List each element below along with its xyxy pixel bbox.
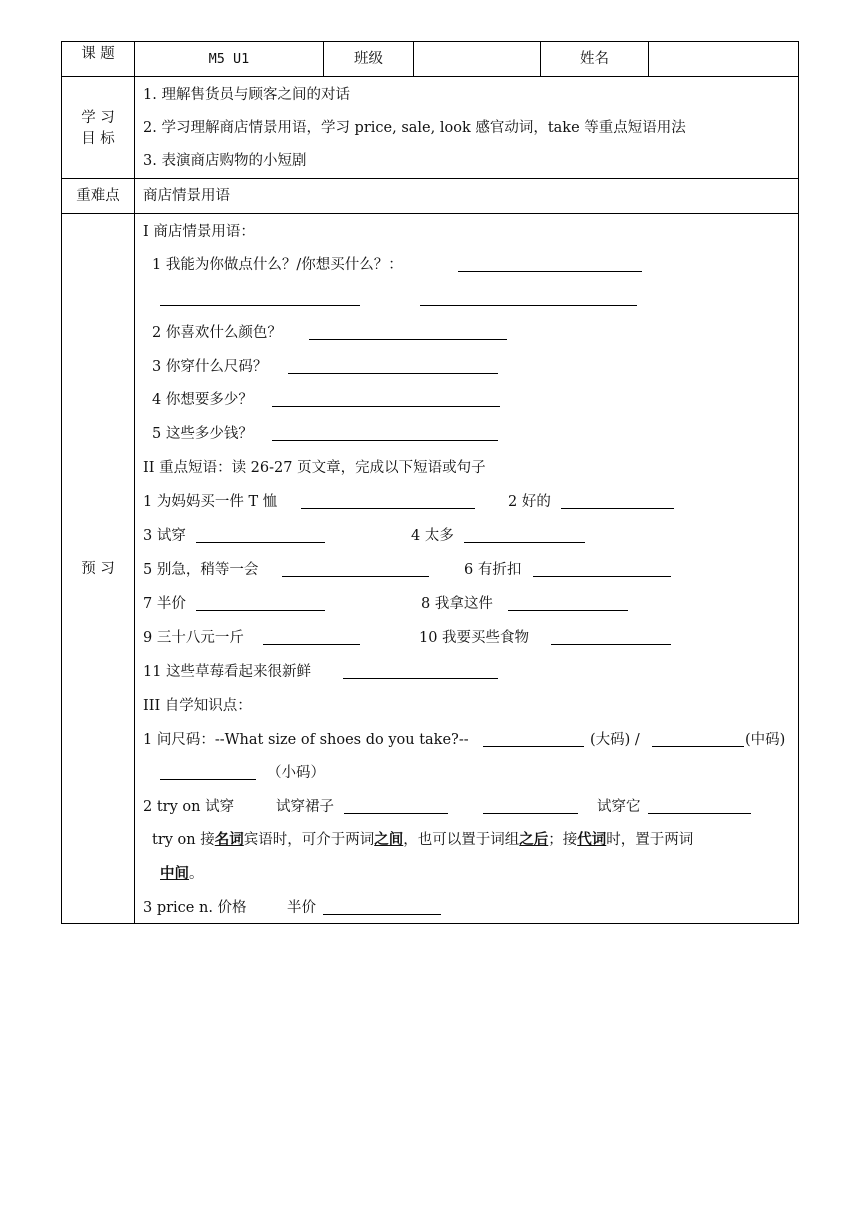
size-large-label: (大码) / [590, 732, 640, 748]
phrase-2-blank[interactable] [561, 494, 674, 509]
phrase-10-blank[interactable] [551, 630, 671, 645]
objective-item: 3. 表演商店购物的小短剧 [143, 153, 307, 169]
q2-text: 2 你喜欢什么颜色？ [152, 325, 282, 341]
size-small-label: （小码） [267, 765, 325, 781]
phrase-6-blank[interactable] [533, 562, 671, 577]
phrase-3-blank[interactable] [196, 528, 325, 543]
q5-text: 5 这些多少钱？ [152, 426, 253, 442]
table-border-bottom [61, 923, 799, 924]
phrase-5-blank[interactable] [282, 562, 429, 577]
phrase-8-blank[interactable] [508, 596, 628, 611]
price-half-label: 半价 [287, 900, 316, 916]
objective-item: 2. 学习理解商店情景用语，学习 price, sale, look 感官动词，take 等重点短语用法 [143, 120, 686, 136]
tryon-skirt-label: 试穿裙子 [276, 799, 334, 815]
tryon-title: 2 try on 试穿 [143, 799, 235, 815]
tryon-skirt-blank-b[interactable] [483, 799, 578, 814]
q1-text: 1 我能为你做点什么？/你想买什么？： [152, 257, 403, 273]
section2-title: II 重点短语：读 26-27 页文章，完成以下短语或句子 [143, 460, 486, 476]
q3-text: 3 你穿什么尺码？ [152, 359, 268, 375]
key-points-label: 重难点 [76, 188, 120, 204]
q3-blank[interactable] [288, 359, 498, 374]
class-field[interactable] [414, 44, 540, 74]
objectives-label-2: 目 标 [81, 131, 115, 147]
phrase-1-blank[interactable] [301, 494, 475, 509]
tryon-it-label: 试穿它 [597, 799, 641, 815]
size-question: 1 问尺码：--What size of shoes do you take?-- [143, 732, 469, 748]
objective-item: 1. 理解售货员与顾客之间的对话 [143, 87, 350, 103]
table-divider-labels [134, 41, 135, 924]
table-border-row2 [61, 178, 799, 179]
tryon-rule-cont: 中间。 [160, 865, 204, 882]
q4-text: 4 你想要多少？ [152, 392, 253, 408]
table-border-left [61, 41, 62, 924]
topic-value: M5 U1 [208, 51, 250, 67]
topic-label: 课 题 [81, 46, 115, 62]
phrase-10: 10 我要买些食物 [419, 630, 530, 646]
table-border-row1 [61, 76, 799, 77]
phrase-11-blank[interactable] [343, 664, 498, 679]
section1-title: I 商店情景用语： [143, 224, 255, 240]
table-border-top [61, 41, 799, 42]
phrase-4-blank[interactable] [464, 528, 585, 543]
class-label: 班级 [354, 51, 383, 67]
table-border-right [798, 41, 799, 924]
phrase-7-blank[interactable] [196, 596, 325, 611]
preview-label: 预 习 [81, 561, 115, 577]
name-field[interactable] [649, 44, 797, 74]
section3-title: III 自学知识点： [143, 698, 252, 714]
objectives-label-1: 学 习 [81, 110, 115, 126]
phrase-5: 5 别急，稍等一会 [143, 562, 259, 578]
size-large-blank[interactable] [483, 732, 584, 747]
size-medium-label: (中码) [745, 732, 786, 748]
phrase-4: 4 太多 [411, 528, 454, 544]
tryon-rule: try on 接名词宾语时，可介于两词之间，也可以置于词组之后；接代词时，置于两词 [152, 831, 694, 848]
price-title: 3 price n. 价格 [143, 900, 247, 916]
price-half-blank[interactable] [323, 900, 441, 915]
phrase-8: 8 我拿这件 [421, 596, 493, 612]
phrase-2: 2 好的 [508, 494, 551, 510]
phrase-9-blank[interactable] [263, 630, 360, 645]
size-medium-blank[interactable] [652, 732, 744, 747]
phrase-6: 6 有折扣 [464, 562, 522, 578]
name-label: 姓名 [580, 51, 609, 67]
phrase-3: 3 试穿 [143, 528, 186, 544]
q2-blank[interactable] [309, 325, 507, 340]
q5-blank[interactable] [272, 426, 498, 441]
size-small-blank[interactable] [160, 765, 256, 780]
phrase-1: 1 为妈妈买一件 T 恤 [143, 494, 278, 510]
phrase-7: 7 半价 [143, 596, 186, 612]
phrase-9: 9 三十八元一斤 [143, 630, 244, 646]
phrase-11: 11 这些草莓看起来很新鲜 [143, 664, 312, 680]
q1-blank-c[interactable] [420, 291, 637, 306]
q4-blank[interactable] [272, 392, 500, 407]
tryon-it-blank[interactable] [648, 799, 751, 814]
table-border-row3 [61, 213, 799, 214]
key-points-value: 商店情景用语 [143, 188, 230, 204]
tryon-skirt-blank-a[interactable] [344, 799, 448, 814]
q1-blank-b[interactable] [160, 291, 360, 306]
q1-blank-a[interactable] [458, 257, 642, 272]
